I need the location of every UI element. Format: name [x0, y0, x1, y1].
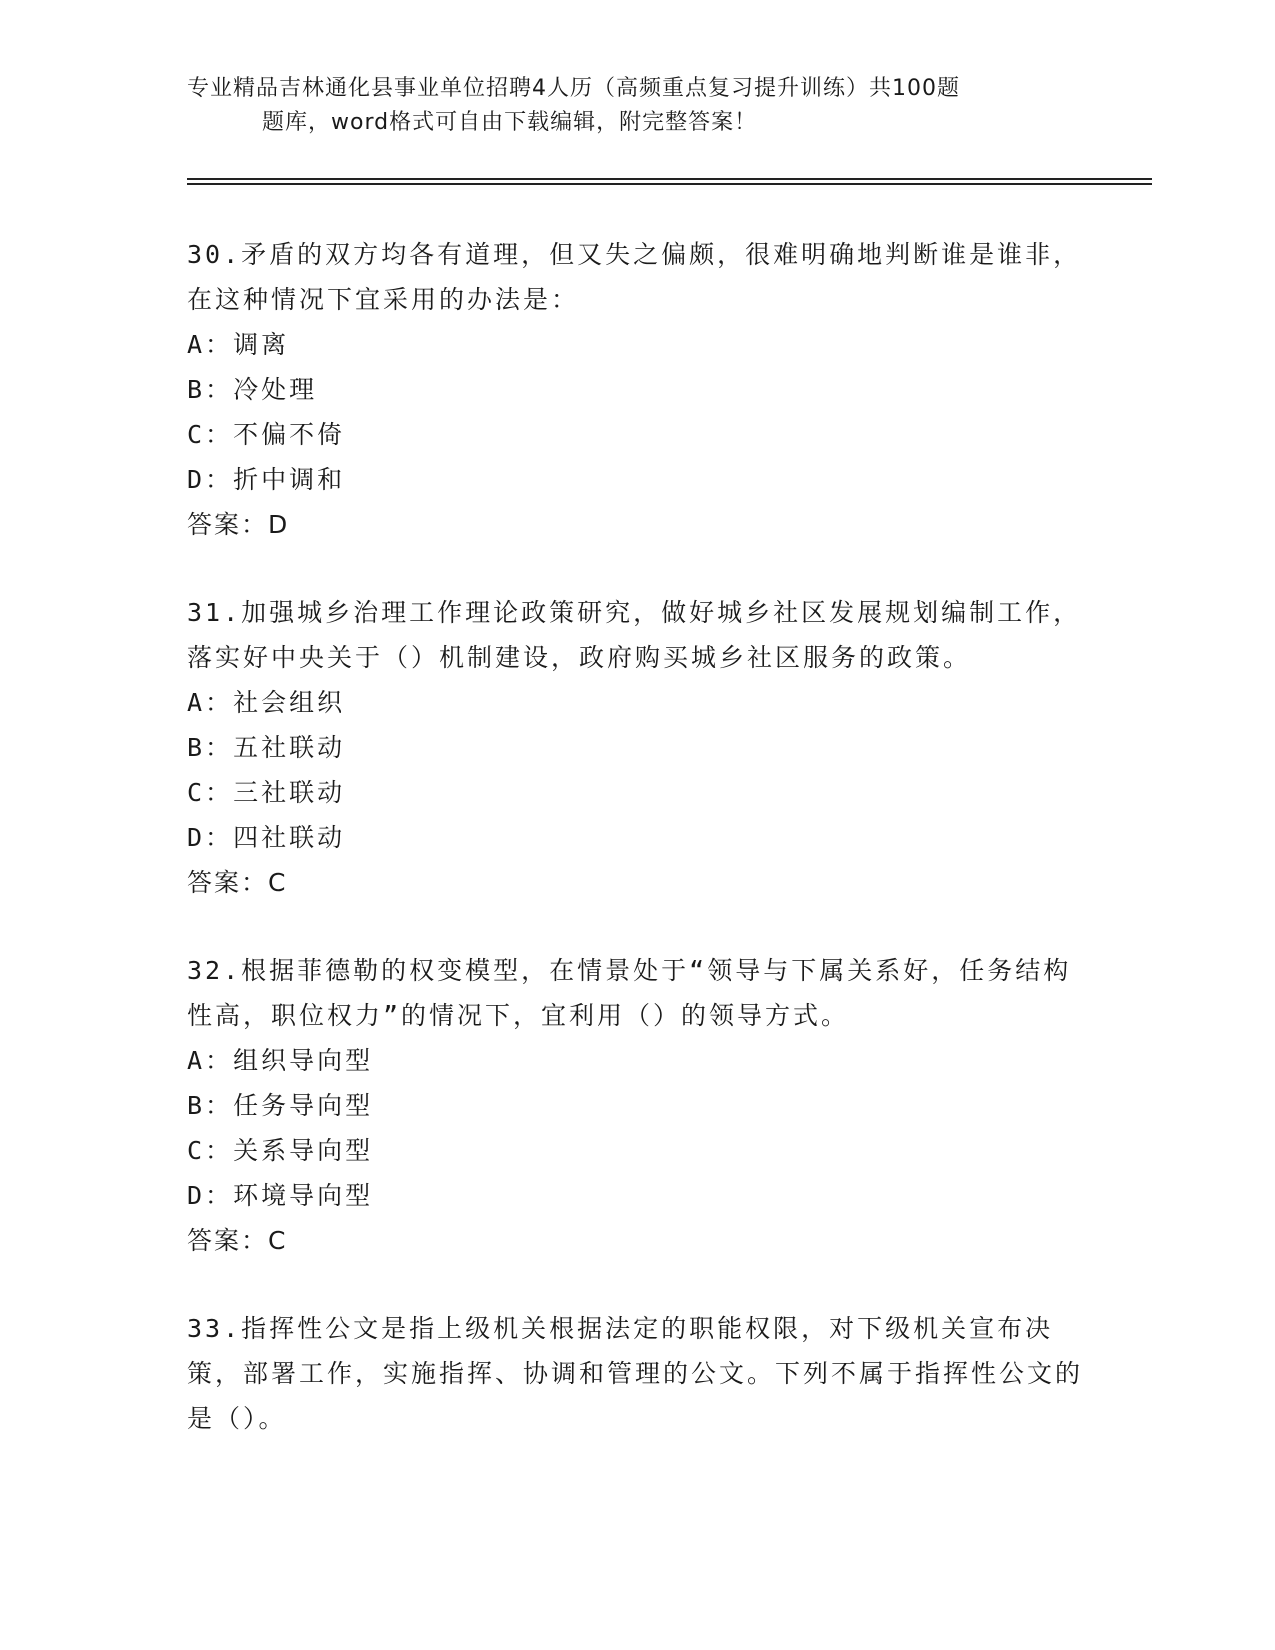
option-label: 不偏不倚: [233, 420, 346, 449]
option-d: [187, 1173, 1087, 1218]
header-title-line1: 专业精品吉林通化县事业单位招聘4人历（高频重点复习提升训练）共100题: [187, 76, 960, 101]
answer-text: 答案：D: [187, 510, 290, 539]
document-header: [187, 72, 1087, 140]
option-label: 调离: [233, 330, 290, 359]
option-key: C：: [187, 420, 234, 449]
option-key: A：: [187, 330, 234, 359]
option-d: [187, 457, 1087, 502]
option-label: 三社联动: [233, 778, 346, 807]
question-list: [187, 232, 1087, 1484]
question-32: [187, 948, 1087, 1263]
option-c: [187, 770, 1087, 815]
option-a: [187, 1038, 1087, 1083]
option-a: [187, 680, 1087, 725]
question-text: 30.矛盾的双方均各有道理，但又失之偏颇，很难明确地判断谁是谁非，在这种情况下宜采用的办法是：: [187, 240, 1082, 314]
option-key: B：: [187, 375, 234, 404]
option-label: 冷处理: [233, 375, 318, 404]
option-b: [187, 725, 1087, 770]
question-33: [187, 1306, 1087, 1441]
option-label: 社会组织: [233, 688, 346, 717]
question-31: [187, 590, 1087, 905]
option-key: A：: [187, 688, 234, 717]
option-label: 四社联动: [233, 823, 346, 852]
option-d: [187, 815, 1087, 860]
option-label: 关系导向型: [233, 1136, 374, 1165]
option-b: [187, 1083, 1087, 1128]
option-label: 任务导向型: [233, 1091, 374, 1120]
option-b: [187, 367, 1087, 412]
option-key: B：: [187, 1091, 234, 1120]
option-key: D：: [187, 465, 234, 494]
option-label: 组织导向型: [233, 1046, 374, 1075]
question-text: 31.加强城乡治理工作理论政策研究，做好城乡社区发展规划编制工作，落实好中央关于（）机制建设，政府购买城乡社区服务的政策。: [187, 598, 1082, 672]
option-key: C：: [187, 778, 234, 807]
option-label: 环境导向型: [233, 1181, 374, 1210]
option-c: [187, 412, 1087, 457]
option-label: 折中调和: [233, 465, 346, 494]
option-key: D：: [187, 1181, 234, 1210]
option-c: [187, 1128, 1087, 1173]
answer-text: 答案：C: [187, 1226, 288, 1255]
option-label: 五社联动: [233, 733, 346, 762]
header-divider-top: [187, 178, 1152, 180]
option-key: A：: [187, 1046, 234, 1075]
question-text: 33.指挥性公文是指上级机关根据法定的职能权限，对下级机关宣布决策，部署工作，实施指挥、协调和管理的公文。下列不属于指挥性公文的是（）。: [187, 1314, 1084, 1433]
option-key: C：: [187, 1136, 234, 1165]
option-key: B：: [187, 733, 234, 762]
question-30: [187, 232, 1087, 547]
header-divider-bottom: [187, 183, 1152, 185]
answer-text: 答案：C: [187, 868, 288, 897]
option-key: D：: [187, 823, 234, 852]
header-title-line2: 题库，word格式可自由下载编辑，附完整答案！: [262, 110, 758, 135]
question-text: 32.根据菲德勒的权变模型，在情景处于“领导与下属关系好，任务结构性高，职位权力”的情况下，宜利用（）的领导方式。: [187, 956, 1072, 1030]
option-a: [187, 322, 1087, 367]
